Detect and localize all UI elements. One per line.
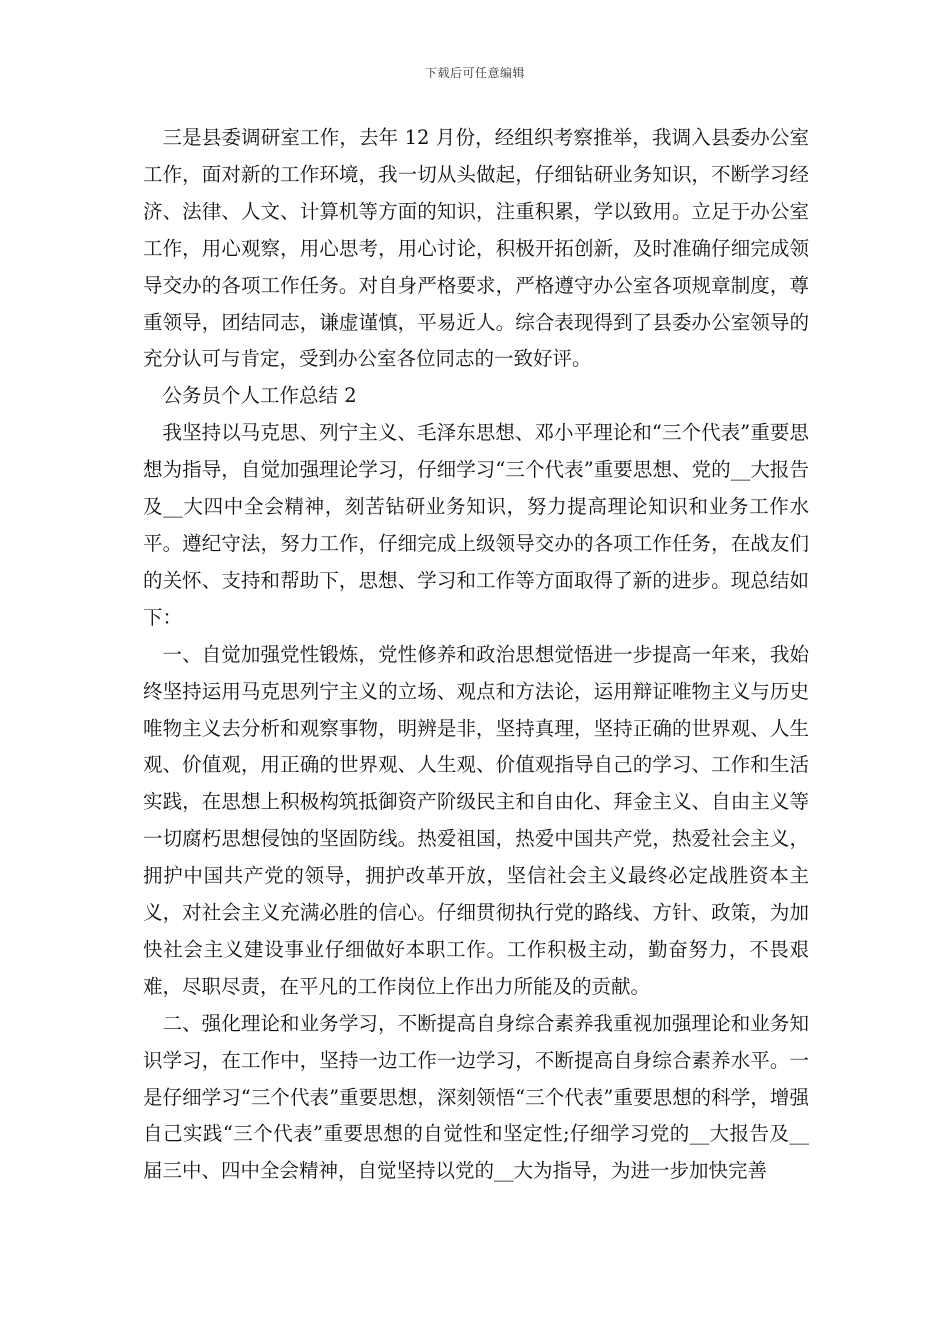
paragraph-party-spirit: 一、自觉加强党性锻炼，党性修养和政治思想觉悟进一步提高一年来，我始终坚持运用马克思列宁主义的立场、观点和方法论，运用辩证唯物主义与历史唯物主义去分析和观察事物，明辨是非，坚持真理，坚持正确的世界观、人生观、价值观，用正确的世界观、人生观、价值观指导自己的学习、工作和生活实践，在思想上积极构筑抵御资产阶级民主和自由化、拜金主义、自由主义等一切腐朽思想侵蚀的坚固防线。热爱祖国，热爱中国共产党，热爱社会主义，拥护中国共产党的领导，拥护改革开放，坚信社会主义最终必定战胜资本主义，对社会主义充满必胜的信心。仔细贯彻执行党的路线、方针、政策，为加快社会主义建设事业仔细做好本职工作。工作积极主动，勤奋努力，不畏艰难，尽职尽责，在平凡的工作岗位上作出力所能及的贡献。	[143, 642, 809, 998]
page-header: 下载后可任意编辑	[424, 66, 525, 80]
section-title: 公务员个人工作总结 2	[162, 384, 357, 408]
paragraph-intro: 我坚持以马克思、列宁主义、毛泽东思想、邓小平理论和“三个代表”重要思想为指导，自觉加强理论学习，仔细学习“三个代表”重要思想、党的__大报告及__大四中全会精神，刻苦钻研业务知识，努力提高理论知识和业务工作水平。遵纪守法，努力工作，仔细完成上级领导交办的各项工作任务，在战友们的关怀、支持和帮助下，思想、学习和工作等方面取得了新的进步。现总结如下：	[143, 421, 809, 629]
document-body	[143, 120, 809, 1190]
paragraph-theory-study: 二、强化理论和业务学习，不断提高自身综合素养我重视加强理论和业务知识学习，在工作中，坚持一边工作一边学习，不断提高自身综合素养水平。一是仔细学习“三个代表”重要思想，深刻领悟“三个代表”重要思想的科学，增强自己实践“三个代表”重要思想的自觉性和坚定性;仔细学习党的__大报告及__届三中、四中全会精神，自觉坚持以党的__大为指导，为进一步加快完善	[143, 1011, 809, 1183]
paragraph-research-office: 三是县委调研室工作，去年 12 月份，经组织考察推举，我调入县委办公室工作，面对新的工作环境，我一切从头做起，仔细钻研业务知识，不断学习经济、法律、人文、计算机等方面的知识，注重积累，学以致用。立足于办公室工作，用心观察，用心思考，用心讨论，积极开拓创新，及时准确仔细完成领导交办的各项工作任务。对自身严格要求，严格遵守办公室各项规章制度，尊重领导，团结同志，谦虚谨慎，平易近人。综合表现得到了县委办公室领导的充分认可与肯定，受到办公室各位同志的一致好评。	[143, 126, 809, 371]
